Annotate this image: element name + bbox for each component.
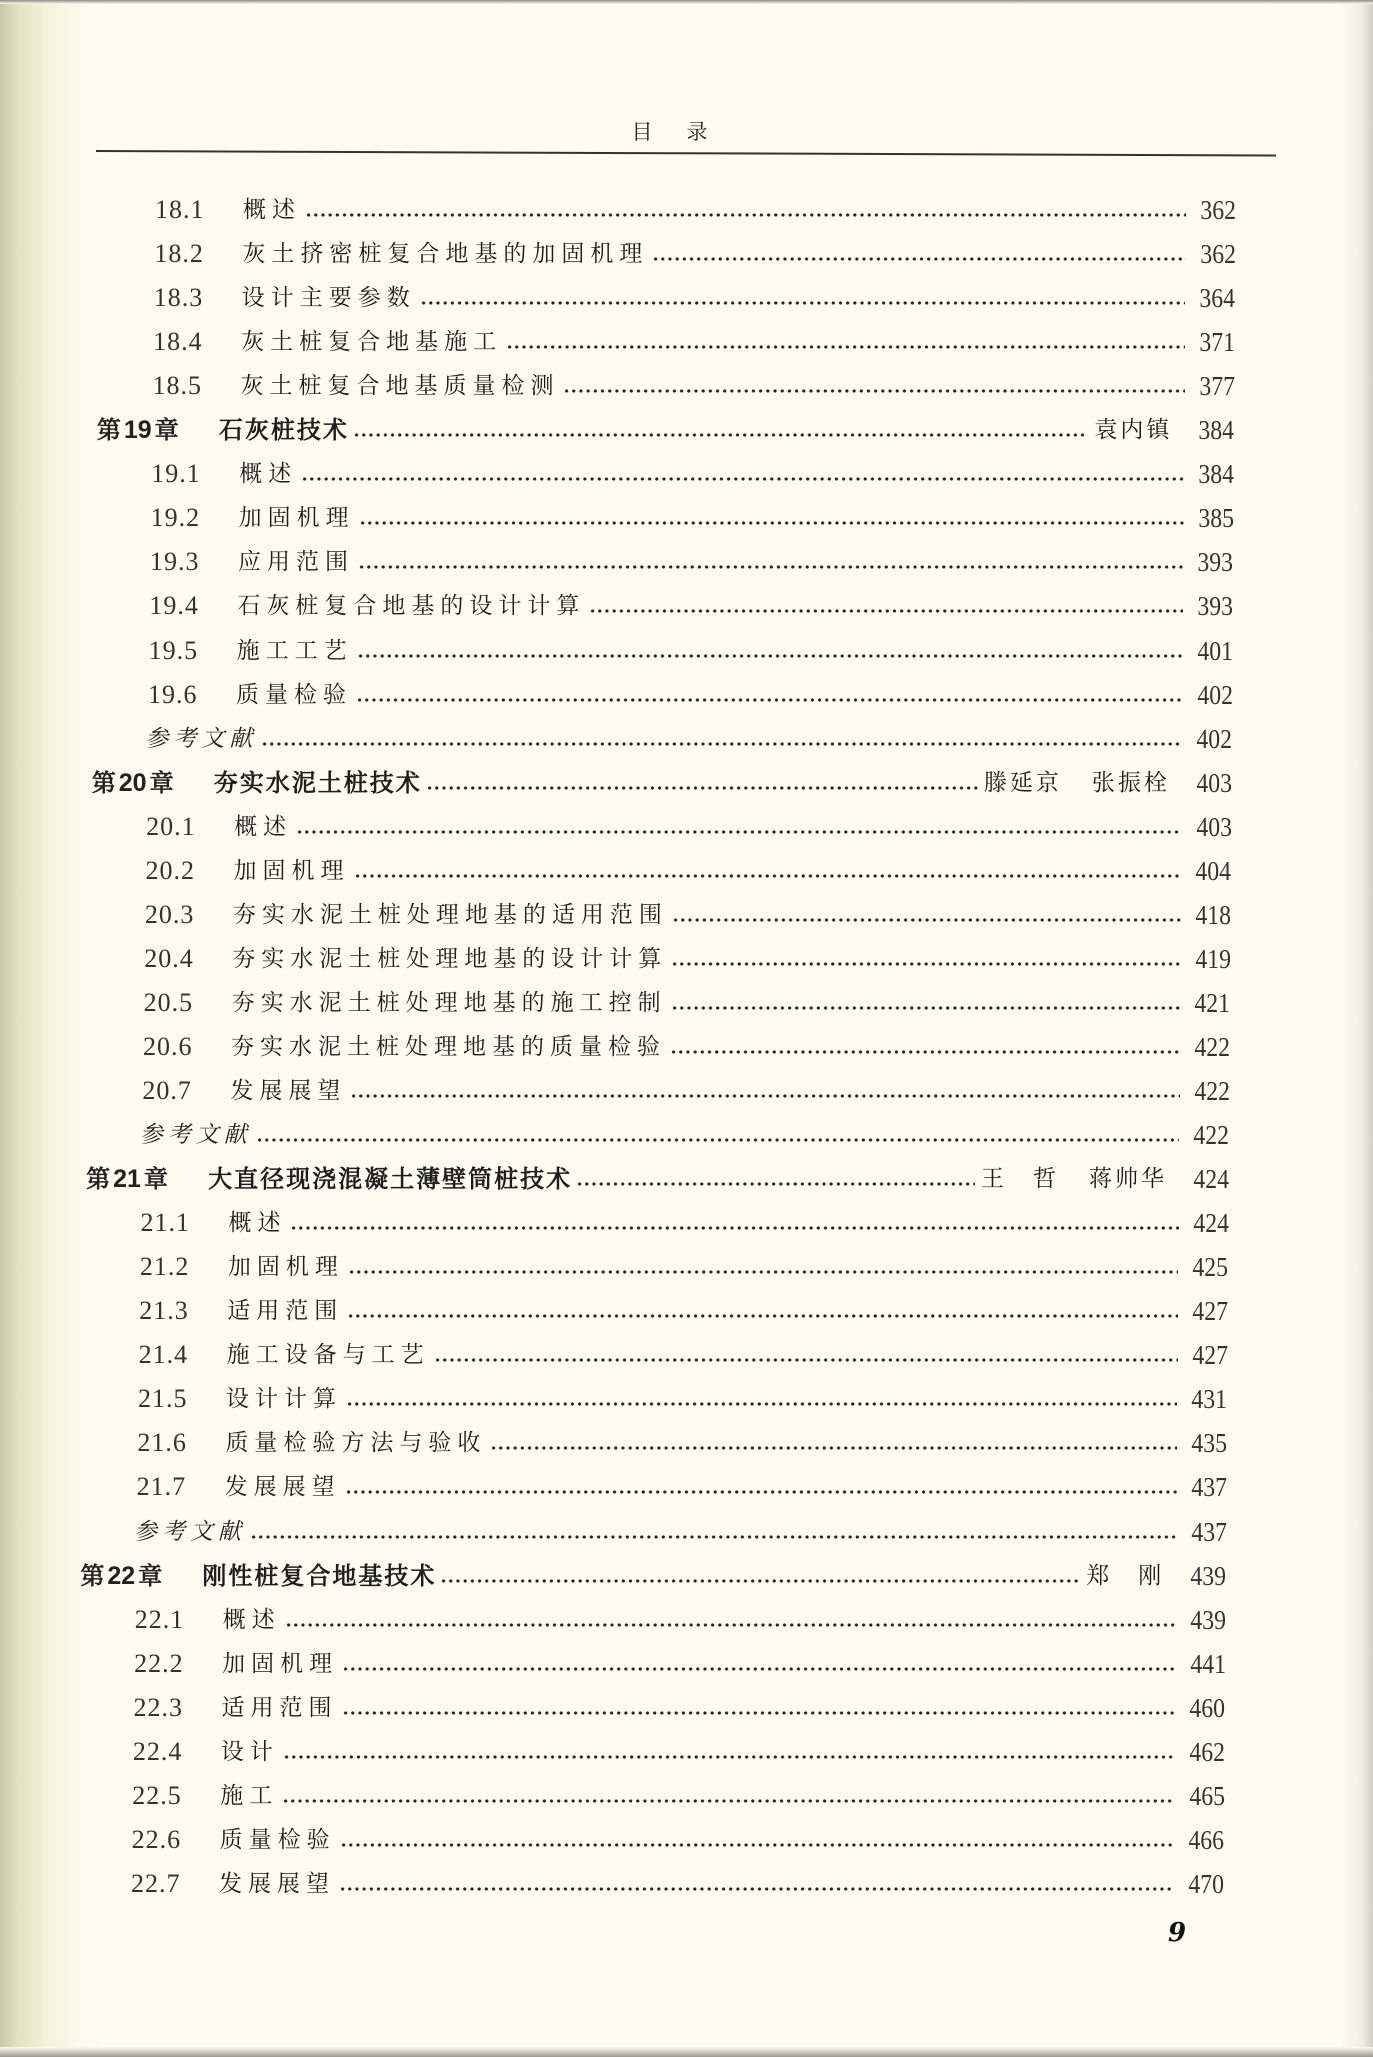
chapter-number: 20 <box>118 768 147 797</box>
toc-section-19-6[interactable] <box>148 671 1232 711</box>
page-ref: 403 <box>1195 811 1232 842</box>
section-title: 夯实水泥土桩处理地基的质量检验 <box>231 1033 666 1060</box>
section-number: 22.7 <box>131 1868 181 1898</box>
section-number: 21.2 <box>139 1252 190 1282</box>
page-ref: 460 <box>1189 1692 1226 1723</box>
section-number: 19.6 <box>148 679 198 709</box>
dot-leader <box>347 1313 1178 1319</box>
section-title: 加固机理 <box>227 1254 344 1281</box>
section-number: 22.3 <box>133 1692 184 1722</box>
section-number: 18.3 <box>153 283 204 313</box>
section-title: 概述 <box>239 461 298 488</box>
chapter-label <box>92 767 214 799</box>
section-title: 夯实水泥土桩处理地基的施工控制 <box>231 989 667 1016</box>
section-title: 概述 <box>222 1606 281 1633</box>
chapter-authors <box>1086 1560 1164 1592</box>
dot-leader <box>339 1886 1174 1892</box>
page-ref: 427 <box>1192 1340 1228 1371</box>
chapter-number: 19 <box>123 416 152 445</box>
chapter-title: 石灰桩技术 <box>218 416 349 445</box>
section-number: 22.2 <box>134 1648 184 1678</box>
toc-section-20-5[interactable] <box>144 979 1231 1019</box>
section-number: 22.4 <box>132 1736 183 1766</box>
section-title: 夯实水泥土桩处理地基的适用范围 <box>232 901 668 928</box>
chapter-number: 22 <box>107 1561 136 1590</box>
chapter-prefix: 第 <box>91 768 116 797</box>
section-title: 石灰桩复合地基的设计计算 <box>237 593 586 620</box>
page-ref: 422 <box>1194 1031 1230 1062</box>
dot-leader <box>671 1005 1181 1011</box>
toc-section-22-5[interactable] <box>132 1772 1224 1812</box>
section-number: 20.1 <box>146 811 196 841</box>
page-ref: 437 <box>1190 1516 1227 1547</box>
dot-leader <box>440 1578 1080 1584</box>
toc-section-20-7[interactable] <box>142 1067 1229 1107</box>
section-title: 夯实水泥土桩处理地基的设计计算 <box>232 945 668 972</box>
section-title: 灰土桩复合地基质量检测 <box>240 373 560 400</box>
section-number: 21.5 <box>137 1384 188 1414</box>
dot-leader <box>670 1049 1180 1055</box>
dot-leader <box>356 697 1182 703</box>
author-name: 郑 刚 <box>1086 1562 1165 1589</box>
toc-section-20-1[interactable] <box>146 803 1231 843</box>
dot-leader <box>350 1093 1179 1099</box>
page-ref: 425 <box>1192 1252 1229 1283</box>
section-title: 发展展望 <box>224 1474 341 1501</box>
toc-section-18-5[interactable] <box>152 362 1234 402</box>
page-ref: 419 <box>1194 943 1231 974</box>
section-title: 概述 <box>243 197 301 223</box>
toc-section-22-1[interactable] <box>135 1596 1226 1636</box>
toc-section-20-3[interactable] <box>145 891 1231 931</box>
page-ref: 470 <box>1188 1868 1224 1899</box>
page-top-edge <box>0 0 1373 4</box>
toc-chapter-20[interactable] <box>92 759 1232 799</box>
section-number: 19.1 <box>151 459 201 489</box>
page-ref: 439 <box>1190 1604 1226 1635</box>
dot-leader <box>426 785 978 791</box>
section-number: 20.6 <box>143 1031 193 1061</box>
page-ref: 424 <box>1193 1164 1230 1195</box>
dot-leader <box>672 917 1181 923</box>
section-number: 22.6 <box>131 1824 182 1854</box>
dot-leader <box>357 653 1183 659</box>
toc-section-20-6[interactable] <box>143 1023 1230 1063</box>
section-number: 18.2 <box>154 239 204 269</box>
references-title: 参考文献 <box>139 1122 252 1149</box>
author-name: 袁内镇 <box>1094 417 1173 444</box>
section-number: 21.3 <box>139 1296 189 1326</box>
toc-section-21-5[interactable] <box>138 1375 1228 1415</box>
page-ref: 393 <box>1197 591 1234 622</box>
section-number: 21.1 <box>140 1208 190 1238</box>
page-bottom-edge <box>0 2047 1373 2057</box>
page-ref: 364 <box>1199 283 1236 314</box>
dot-leader <box>256 1137 1180 1143</box>
toc-section-21-2[interactable] <box>140 1243 1229 1283</box>
section-title: 加固机理 <box>233 857 350 884</box>
dot-leader <box>290 1225 1178 1231</box>
toc-section-21-1[interactable] <box>140 1199 1228 1239</box>
page-ref: 466 <box>1188 1824 1225 1855</box>
dot-leader <box>506 344 1185 350</box>
chapter-prefix: 第 <box>96 416 121 445</box>
page-ref: 393 <box>1197 547 1234 578</box>
toc-section-21-6[interactable] <box>137 1419 1227 1459</box>
toc-chapter-22[interactable] <box>80 1552 1226 1592</box>
section-title: 设计主要参数 <box>241 285 416 312</box>
dot-leader <box>282 1798 1174 1804</box>
dot-leader <box>285 1622 1176 1628</box>
dot-leader <box>345 1489 1177 1495</box>
toc-section-22-2[interactable] <box>134 1640 1225 1680</box>
page-ref: 384 <box>1198 459 1235 490</box>
toc-section-19-2[interactable] <box>151 494 1234 534</box>
section-title: 发展展望 <box>230 1078 347 1104</box>
section-title: 适用范围 <box>221 1694 338 1721</box>
page-ref: 402 <box>1196 723 1233 754</box>
chapter-authors <box>981 1163 1167 1195</box>
section-number: 22.1 <box>134 1604 185 1634</box>
section-title: 加固机理 <box>238 505 355 532</box>
page-ref: 462 <box>1189 1736 1225 1767</box>
page-ref: 431 <box>1191 1384 1228 1415</box>
section-number: 19.4 <box>149 591 199 621</box>
page-ref: 401 <box>1197 635 1233 666</box>
chapter-suffix: 章 <box>143 1165 168 1194</box>
toc-section-22-6[interactable] <box>132 1816 1225 1856</box>
section-title: 应用范围 <box>237 549 354 576</box>
dot-leader <box>563 388 1184 394</box>
section-title: 施工 <box>220 1782 279 1809</box>
toc-section-18-1[interactable] <box>155 186 1236 226</box>
toc-section-21-4[interactable] <box>139 1331 1228 1371</box>
chapter-label <box>97 414 219 446</box>
toc-section-22-3[interactable] <box>134 1684 1226 1724</box>
author-name: 王 哲 <box>981 1166 1060 1193</box>
toc-section-18-3[interactable] <box>154 274 1236 314</box>
toc-section-20-2[interactable] <box>146 847 1232 887</box>
page-ref: 377 <box>1199 371 1235 402</box>
page-ref: 441 <box>1189 1648 1226 1679</box>
dot-leader <box>305 212 1186 218</box>
page-ref: 422 <box>1193 1120 1230 1151</box>
section-number: 19.5 <box>148 635 199 665</box>
section-title: 设计 <box>220 1738 279 1765</box>
page-ref: 418 <box>1195 899 1231 930</box>
dot-leader <box>359 520 1184 526</box>
toc-section-19-3[interactable] <box>150 538 1234 578</box>
dot-leader <box>261 741 1182 747</box>
section-title: 质量检验方法与验收 <box>225 1430 487 1457</box>
page-ref: 424 <box>1193 1208 1229 1239</box>
dot-leader <box>353 432 1089 438</box>
section-title: 施工设备与工艺 <box>226 1342 430 1369</box>
toc-references[interactable] <box>134 1508 1226 1548</box>
chapter-suffix: 章 <box>138 1561 163 1590</box>
dot-leader <box>490 1445 1177 1451</box>
chapter-number: 21 <box>113 1165 141 1194</box>
page-number: 9 <box>1168 1918 1187 1948</box>
section-number: 20.5 <box>143 987 194 1017</box>
page-ref: 404 <box>1195 855 1232 886</box>
dot-leader <box>250 1534 1176 1540</box>
chapter-suffix: 章 <box>154 416 179 445</box>
section-title: 加固机理 <box>222 1650 339 1677</box>
references-title: 参考文献 <box>145 725 258 752</box>
dot-leader <box>652 256 1185 262</box>
chapter-title: 夯实水泥土桩技术 <box>213 768 422 797</box>
toc-section-21-7[interactable] <box>137 1463 1227 1503</box>
dot-leader <box>340 1842 1175 1848</box>
page-ref: 437 <box>1191 1472 1227 1503</box>
author-name: 滕延京 <box>983 769 1062 796</box>
toc-section-19-1[interactable] <box>151 450 1234 490</box>
chapter-authors <box>984 767 1170 799</box>
toc-section-22-7[interactable] <box>131 1860 1224 1900</box>
page-ref: 402 <box>1196 679 1233 710</box>
dot-leader <box>348 1269 1179 1275</box>
section-title: 适用范围 <box>227 1298 344 1325</box>
section-number: 19.3 <box>149 547 200 577</box>
dot-leader <box>283 1754 1175 1760</box>
dot-leader <box>296 829 1181 835</box>
dot-leader <box>671 961 1180 967</box>
dot-leader <box>420 300 1186 306</box>
section-title: 设计计算 <box>225 1386 342 1413</box>
page-ref: 384 <box>1198 415 1235 446</box>
page-ref: 385 <box>1198 503 1234 534</box>
section-number: 18.4 <box>153 327 203 357</box>
toc-section-21-3[interactable] <box>139 1287 1228 1327</box>
chapter-suffix: 章 <box>149 768 174 797</box>
chapter-title: 大直径现浇混凝土薄壁筒桩技术 <box>208 1165 573 1194</box>
section-title: 概述 <box>234 813 293 840</box>
page-ref: 403 <box>1196 767 1232 798</box>
section-number: 18.5 <box>152 371 202 401</box>
toc-references[interactable] <box>140 1111 1230 1151</box>
section-number: 21.7 <box>136 1472 187 1502</box>
toc-section-18-4[interactable] <box>153 318 1235 358</box>
section-title: 灰土挤密桩复合地基的加固机理 <box>242 241 649 268</box>
section-number: 21.4 <box>138 1340 189 1370</box>
section-title: 质量检验 <box>219 1826 336 1853</box>
running-head: 目录 <box>631 120 742 144</box>
section-title: 发展展望 <box>219 1870 335 1897</box>
page-ref: 422 <box>1194 1076 1230 1106</box>
chapter-authors <box>1094 414 1172 446</box>
toc-references[interactable] <box>145 715 1232 755</box>
section-number: 22.5 <box>132 1780 182 1810</box>
section-number: 21.6 <box>137 1428 187 1458</box>
chapter-title: 刚性桩复合地基技术 <box>202 1561 437 1590</box>
dot-leader <box>346 1401 1178 1407</box>
page-ref: 439 <box>1190 1560 1227 1591</box>
page-ref: 435 <box>1191 1428 1228 1459</box>
dot-leader <box>434 1357 1178 1363</box>
page-ref: 362 <box>1200 195 1236 225</box>
toc-section-20-4[interactable] <box>144 935 1230 975</box>
dot-leader <box>576 1181 975 1187</box>
page-ref: 421 <box>1194 987 1231 1018</box>
chapter-prefix: 第 <box>80 1561 105 1590</box>
toc-section-22-4[interactable] <box>133 1728 1225 1768</box>
section-number: 20.3 <box>144 899 195 929</box>
section-number: 19.2 <box>150 503 201 533</box>
author-name: 张振栓 <box>1091 769 1170 796</box>
toc-section-18-2[interactable] <box>154 230 1235 270</box>
references-title: 参考文献 <box>134 1518 247 1545</box>
dot-leader <box>358 564 1184 570</box>
author-name: 蒋帅华 <box>1089 1166 1168 1193</box>
page-ref: 465 <box>1188 1780 1225 1811</box>
toc-section-19-4[interactable] <box>149 582 1233 622</box>
dot-leader <box>589 608 1183 614</box>
page-ref: 371 <box>1199 327 1236 358</box>
section-number: 20.2 <box>145 855 196 885</box>
section-number: 20.4 <box>144 943 194 973</box>
section-title: 灰土桩复合地基施工 <box>241 329 503 356</box>
dot-leader <box>342 1710 1176 1716</box>
dot-leader <box>354 873 1182 879</box>
chapter-prefix: 第 <box>86 1165 111 1194</box>
page-ref: 362 <box>1200 239 1236 270</box>
chapter-label <box>80 1560 202 1592</box>
page-ref: 427 <box>1192 1296 1229 1327</box>
chapter-label <box>86 1163 208 1195</box>
section-title: 施工工艺 <box>236 637 353 664</box>
section-number: 20.7 <box>142 1076 192 1105</box>
toc-section-19-5[interactable] <box>149 627 1233 667</box>
dot-leader <box>301 476 1184 482</box>
toc-chapter-19[interactable] <box>97 406 1235 446</box>
section-title: 概述 <box>228 1210 287 1237</box>
dot-leader <box>342 1666 1175 1672</box>
section-title: 质量检验 <box>236 681 353 708</box>
section-number: 18.1 <box>155 195 205 224</box>
toc-chapter-21[interactable] <box>86 1155 1229 1195</box>
